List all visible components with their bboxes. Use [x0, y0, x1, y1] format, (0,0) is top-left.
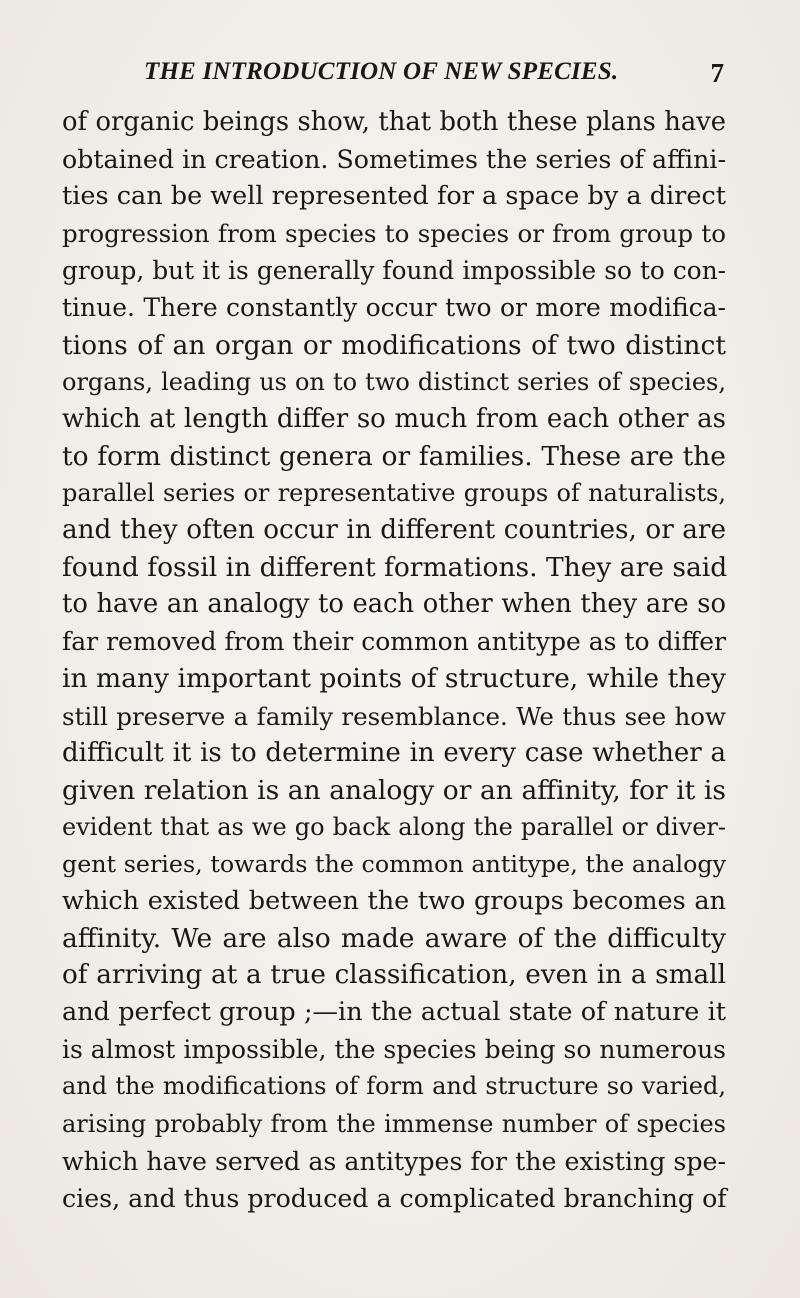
text-line: tinue. There constantly occur two or more modifica-: [62, 293, 726, 323]
text-line: is almost impossible, the species being so numerous: [62, 1035, 726, 1065]
text-line: ties can be well represented for a space by a direct: [62, 181, 726, 212]
text-line: progression from species to species or from group to: [62, 219, 726, 249]
text-line: to form distinct genera or families. These are the: [62, 440, 726, 472]
text-line: and they often occur in different countries, or are: [62, 515, 726, 546]
text-line: group, but it is generally found impossible so to con-: [62, 256, 726, 286]
page-header: [62, 58, 724, 98]
text-line: difficult it is to determine in every case whether a: [62, 737, 726, 768]
text-line: evident that as we go back along the parallel or diver-: [62, 812, 726, 841]
text-line: to have an analogy to each other when they are so: [62, 589, 726, 620]
text-line: and perfect group ;—in the actual state of nature it: [62, 997, 726, 1028]
text-line: organs, leading us on to two distinct series of species,: [62, 367, 726, 396]
text-line: of organic beings show, that both these plans have: [62, 107, 726, 137]
text-line: which existed between the two groups becomes an: [62, 885, 726, 916]
text-line: far removed from their common antitype as to differ: [62, 627, 726, 657]
text-line: and the modifications of form and structure so varied,: [62, 1072, 726, 1101]
text-line: found fossil in different formations. They are said: [62, 552, 728, 584]
text-line: still preserve a family resemblance. We thus see how: [62, 701, 726, 731]
text-line: parallel series or representative groups of naturalists,: [62, 478, 726, 507]
text-line: of arriving at a true classification, even in a small: [62, 960, 726, 991]
page-number: 7: [710, 58, 724, 88]
text-line: obtained in creation. Sometimes the series of affini-: [62, 145, 726, 175]
body-text: [62, 104, 726, 1217]
text-line: gent series, towards the common antitype, the analogy: [62, 849, 726, 878]
text-line: tions of an organ or modifications of two distinct: [62, 329, 726, 361]
text-line: which at length differ so much from each other as: [62, 403, 726, 434]
text-line: in many important points of structure, while they: [62, 663, 726, 695]
text-line: arising probably from the immense number of species: [62, 1109, 726, 1138]
text-line: affinity. We are also made aware of the difficulty: [62, 923, 726, 955]
text-line: cies, and thus produced a complicated branching of: [62, 1183, 727, 1213]
text-line: which have served as antitypes for the existing spe-: [62, 1146, 726, 1176]
text-line: given relation is an analogy or an affinity, for it is: [62, 774, 726, 806]
running-title: THE INTRODUCTION OF NEW SPECIES.: [144, 58, 619, 85]
